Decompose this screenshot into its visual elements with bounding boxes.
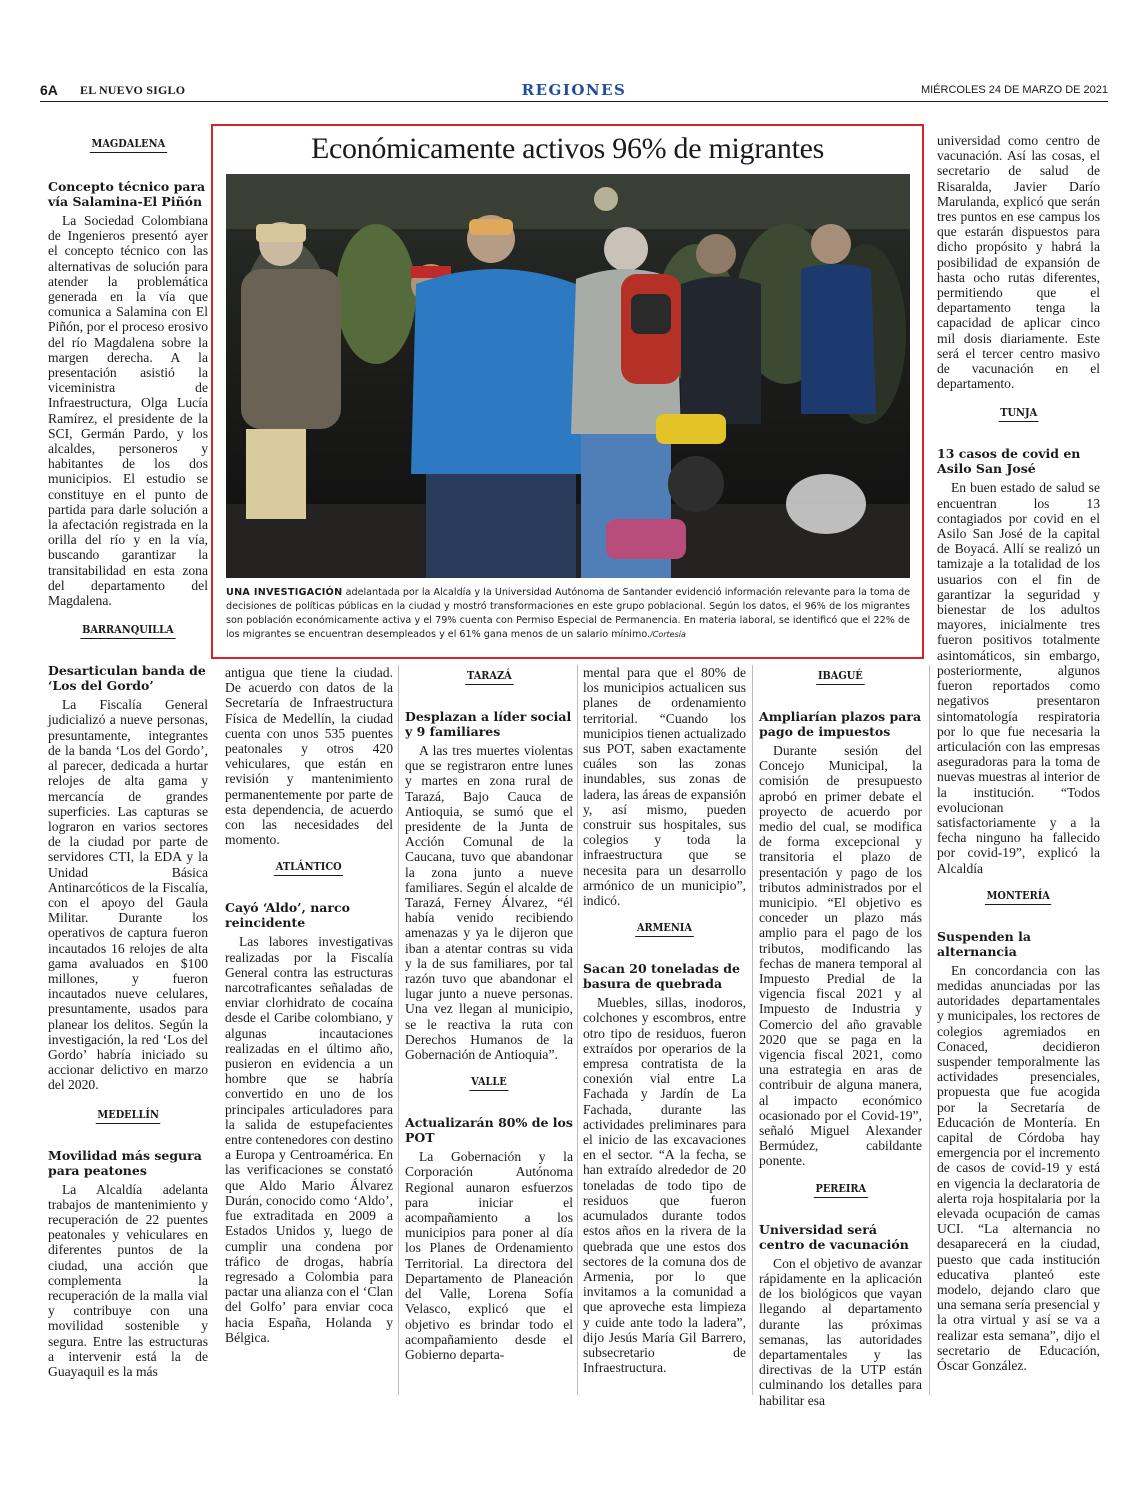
column-divider <box>929 665 930 1395</box>
body-magdalena: La Sociedad Colombiana de Ingenieros presentó ayer el concepto técnico con las alternativas de solución para atender la problemática generada en la vía que comunica a Salamina con El Piñón, por el proceso erosivo del río Magdalena sobre la margen derecha. A la presentación asistió la viceministra de Infraestructura, Olga Lucía Ramírez, el presidente de la SCI, Germán Pardo, y los alcaldes, personeros y habitantes de los dos municipios. El estudio se constituye en el punto de partida para darle solución a la afectación registrada en la orilla del río y en la vía, buscando garantizar la transitabilidad en esta zona del departamento del Magdalena. <box>48 213 208 609</box>
section-pereira: PEREIRA <box>813 1181 867 1198</box>
section-valle: VALLE <box>469 1074 508 1091</box>
photo-caption <box>226 586 910 642</box>
crowd-photo-illustration <box>226 174 910 578</box>
body-pereira: Con el objetivo de avanzar rápidamente en la aplicación de los biológicos que vayan llegando al departamento durante las próximas semanas, las autoridades departamentales y las directivas de la UTP están culminando los detalles para habilitar esa <box>759 1255 922 1408</box>
caption-text: adelantada por la Alcaldía y la Universidad Autónoma de Santander evidenció información relevante para la toma de decisiones de políticas públicas en la ciudad y mostró transformaciones en este grupo poblacional. Según los datos, el 96% de los migrantes son población económicamente activa y el 79% cuenta con Permiso Especial de Permanencia. En materia laboral, se identificó que el 22% de los migrantes se encuentran desempleados y el 61% gana menos de un salario mínimo. <box>226 587 910 640</box>
column-3 <box>405 668 573 1362</box>
issue-date: MIÉRCOLES 24 DE MARZO DE 2021 <box>920 84 1108 96</box>
headline-atlantico: Cayó ‘Aldo’, narco reincidente <box>225 900 350 931</box>
section-atlantico: ATLÁNTICO <box>274 859 343 876</box>
headline-magdalena: Concepto técnico para vía Salamina-El Piñón <box>48 179 206 209</box>
newspaper-name: EL NUEVO SIGLO <box>80 83 186 97</box>
body-ibague: Durante sesión del Concejo Municipal, la comisión de presupuesto aprobó en primer debate el proyecto de acuerdo por medio del cual, se modifica de forma excepcional y transitoria el plazo de presentación y pago de los tributos administrados por el municipio. “El objetivo es conceder un plazo más amplio para el pago de los tributos, modificando las fechas de manera temporal al Impuesto Predial de la vigencia fiscal 2021 y al Impuesto de Industria y Comercio del año gravable 2020 que se paga en la vigencia fiscal 2021, como una estrategia en aras de contribuir de alguna manera, al impacto económico ocasionado por el Covid-19”, señaló Miguel Alexander Bermúdez, cabildante ponente. <box>759 743 922 1169</box>
headline-monteria: Suspenden la alternancia <box>937 928 1031 959</box>
main-story-frame <box>211 124 924 659</box>
body-monteria: En concordancia con las medidas anunciadas por las autoridades departamentales y municipales, los rectores de colegios agremiados en Conaced, decidieron suspender temporalmente las actividades presenciales, propuesta que fue acogida por la Secretaría de Educación de Montería. En capital de Córdoba hay emergencia por el incremento de casos de covid-19 y está en vigencia la declaratoria de alerta roja hospitalaria por la elevada ocupación de camas UCI. “La alternancia no desaparecerá en la ciudad, puesto que cada institución educativa planteó este modelo, dejando claro que una semana sería presencial y la otra virtual y así se va a realizar esta semana”, dijo el secretario de Educación, Óscar González. <box>937 962 1100 1374</box>
body-pereira-continued: universidad como centro de vacunación. Así las cosas, el secretario de salud de Risaralda, Javier Darío Marulanda, explicó que serán tres puntos en ese campus los que estarán dispuestos para dicho propósito y habrá la posibilidad de expansión de hasta ocho rutas diferentes, permitiendo que el departamento tenga la capacidad de aplicar cinco mil dosis diariamente. Este será el tercer centro masivo de vacunación en el departamento. <box>937 133 1100 392</box>
headline-tunja: 13 casos de covid en Asilo San José <box>937 446 1081 477</box>
headline-barranquilla: Desarticulan banda de ‘Los del Gordo’ <box>48 663 206 694</box>
section-medellin: MEDELLÍN <box>96 1107 161 1124</box>
column-divider <box>398 665 399 1395</box>
column-4 <box>583 665 746 1375</box>
section-magdalena: MAGDALENA <box>89 136 166 153</box>
section-ibague: IBAGUÉ <box>816 668 864 685</box>
section-title: REGIONES <box>521 81 627 99</box>
column-6 <box>937 133 1100 1373</box>
body-barranquilla: La Fiscalía General judicializó a nueve personas, presuntamente, integrantes de la banda ‘Los del Gordo’, al parecer, dedicada a hurtar relojes de alta gama y mercancía de grandes superficies. Las capturas se lograron en varios sectores de la ciudad por parte de servidores CTI, la EDA y la Unidad Básica Antinarcóticos de la Fiscalía, con el apoyo del Gaula Militar. Durante los operativos de captura fueron incautados 16 relojes de alta gama avaluados en $100 millones, y fueron incautados nueve celulares, presuntamente, usados para planear los delitos. Según la investigación, la red ‘Los del Gordo’ habría iniciado su accionar delictivo en marzo del 2020. <box>48 697 208 1093</box>
page-number: 6A <box>40 82 58 98</box>
headline-ibague: Ampliarían plazos para pago de impuestos <box>759 709 922 739</box>
body-medellin: La Alcaldía adelanta trabajos de mantenimiento y recuperación de 22 puentes peatonales y vehiculares en diferentes puntos de la ciudad, una acción que complementa la recuperación de la malla vial y contribuye con una movilidad sostenible y segura. Entre las estructuras a intervenir está la de Guayaquil es la más <box>48 1181 208 1379</box>
headline-valle: Actualizarán 80% de los POT <box>405 1115 573 1146</box>
body-valle: La Gobernación y la Corporación Autónoma Regional aunaron esfuerzos para iniciar el acompañamiento a los municipios para poner al día los Planes de Ordenamiento Territorial. La directora del Departamento de Planeación del Valle, Lorena Sofía Velasco, explicó que el objetivo es brindar todo el acompañamiento desde el Gobierno departa- <box>405 1149 573 1362</box>
body-valle-continued: mental para que el 80% de los municipios actualicen sus planes de ordenamiento territorial. “Cuando los municipios tienen actualizado sus POT, saben exactamente cuáles son las zonas inundables, sus zonas de ladera, las áreas de expansión y, así mismo, pueden construir sus hospitales, sus colegios y toda la infraestructura que se necesita para un desarrollo armónico de un municipio”, indicó. <box>583 665 746 909</box>
caption-lead: UNA INVESTIGACIÓN <box>226 587 343 598</box>
section-tunja: TUNJA <box>998 405 1038 422</box>
section-taraza: TARAZÁ <box>465 668 513 685</box>
section-barranquilla: BARRANQUILLA <box>81 622 176 639</box>
headline-pereira: Universidad será centro de vacunación <box>759 1221 909 1252</box>
migrants-photo <box>226 174 910 578</box>
headline-taraza: Desplazan a líder social y 9 familiares <box>405 709 572 739</box>
body-armenia: Muebles, sillas, inodoros, colchones y escombros, entre otro tipo de residuos, fueron extraídos por operarios de la empresa contratista de la conexión vial entre La Fachada y Jardín de La Fachada, durante las actividades preliminares para el inicio de las excavaciones en el sector. “A la fecha, se han extraído alrededor de 20 toneladas de todo tipo de residuos que fueron acumulados durante todos estos años en la rivera de la quebrada que une estos dos sectores de la comuna dos de Armenia, por lo que invitamos a la comunidad a que aproveche esta limpieza y cuide ante todo la ladera”, dijo Jesús María Gil Barrero, subsecretario de Infraestructura. <box>583 995 746 1376</box>
body-tunja: En buen estado de salud se encuentran los 13 contagiados por covid en el Asilo San José de la capital de Boyacá. Allí se realizó un tamizaje a la totalidad de los usuarios con el fin de garantizar la seguridad y bienestar de los adultos mayores, inicialmente tres fueron positivos totalmente asintomáticos, sin embargo, posteriormente, algunos fueron reportados como negativos presentaron sintomatología respiratoria por lo que fue necesaria la articulación con las empresas aseguradoras para la toma de nuevas muestras al interior de la institución. “Todos evolucionan satisfactoriamente y a la fecha ninguno ha fallecido por covid-19”, explicó la Alcaldía <box>937 480 1100 876</box>
caption-credit: /Cortesía <box>650 630 686 639</box>
headline-armenia: Sacan 20 toneladas de basura de quebrada <box>583 961 740 992</box>
column-divider <box>752 665 753 1395</box>
section-monteria: MONTERÍA <box>985 888 1052 905</box>
column-divider <box>577 665 578 1395</box>
column-5 <box>759 668 922 1408</box>
headline-medellin: Movilidad más segura para peatones <box>48 1147 202 1178</box>
main-story-title: Económicamente activos 96% de migrantes <box>310 132 825 165</box>
body-atlantico: Las labores investigativas realizadas por la Fiscalía General contra las estructuras narcotraficantes señaladas de enviar clorhidrato de cocaína desde el Caribe colombiano, y algunas incautaciones realizadas en el último año, pusieron en evidencia a un hombre que se habría convertido en uno de los principales articuladores para la salida de estupefacientes entre contenedores con destino a Europa y Centroamérica. En las verificaciones se constató que Aldo Mario Álvarez Durán, conocido como ‘Aldo’, fue extraditada en 2009 a Estados Unidos y, luego de cumplir una condena por tráfico de drogas, habría regresado a Colombia para pactar una alianza con el ‘Clan del Golfo’ para enviar coca hacia España, Holanda y Bélgica. <box>225 934 393 1345</box>
body-taraza: A las tres muertes violentas que se registraron entre lunes y martes en zona rural de Tarazá, Bajo Cauca de Antioquia, se sumó que el presidente de la Junta de Acción Comunal de la Caucana, tuvo que abandonar la zona junto a nueve familiares. Según el alcalde de Tarazá, Ferney Álvarez, “él había venido recibiendo amenazas y ya le dijeron que iban a atentar contras su vida y la de sus familiares, por tal razón tuvo que abandonar el lugar junto a nueve personas. Una vez llegan al municipio, se le reactiva la ruta con Derechos Humanos de la Gobernación de Antioquia”. <box>405 743 573 1063</box>
section-armenia: ARMENIA <box>635 920 693 937</box>
column-1 <box>48 136 208 1379</box>
body-medellin-continued: antigua que tiene la ciudad. De acuerdo con datos de la Secretaría de Infraestructura Física de Medellín, la ciudad cuenta con unos 535 puentes peatonales y otros 420 vehiculares, que están en revisión y mantenimiento permanentemente por parte de esta dependencia, de acuerdo con las necesidades del momento. <box>225 665 393 848</box>
header-rule <box>40 101 1108 102</box>
column-2 <box>225 665 393 1345</box>
